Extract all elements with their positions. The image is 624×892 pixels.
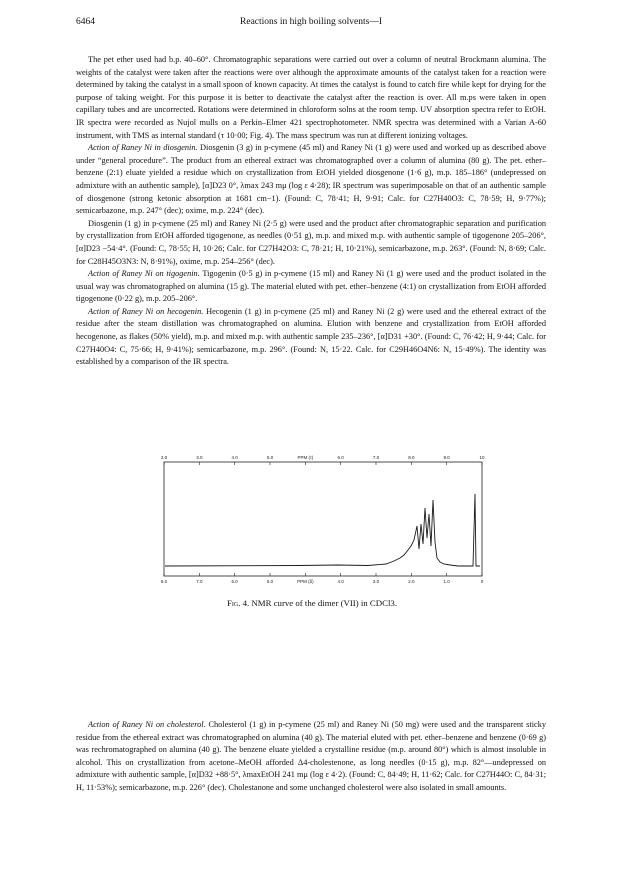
paragraph-diosgenin-2: Diosgenin (1 g) in p-cymene (25 ml) and Raney Ni (2·5 g) were used and the product after chromatographic separation and purification by crystallization from EtOH afforded tigogenone, as needles (0·51 g), m.p. and mixed m.p. with authentic sample of tigogenone 205–206°, [α]D23 −54·4°. (Found: C, 78·55; H, 10·26; Calc. for C27H42O3: C, 78·21; H, 10·21%), semicarbazone, m.p. 263°. (Found: N, 8·69; Calc. for C28H45O3N3: N, 8·91%), oxime, m.p. 254–256° (dec). xyxy=(76,218,546,266)
page-number: 6464 xyxy=(76,17,95,27)
scale-label: 3.0 xyxy=(372,579,380,584)
scale-label: 0 xyxy=(480,579,484,584)
scale-label: PPM (τ) xyxy=(297,455,314,460)
section-cholesterol xyxy=(76,719,546,795)
section-heading: Action of Raney Ni on cholesterol. xyxy=(88,720,206,729)
section-text: Tigogenin (0·5 g) in p-cymene (15 ml) and Raney Ni (1 g) were used and the product isolated in the usual way was chromatographed on alumina (15 g). The material eluted with pet. ether–benzene (4:1) on crystallization from EtOH afforded tigogenone (0·22 g), m.p. 205–206°. xyxy=(76,269,546,304)
scale-label: 6.0 xyxy=(337,455,344,460)
scale-label: 5.0 xyxy=(266,579,274,584)
section-heading: Action of Raney Ni in diosgenin. xyxy=(88,143,198,153)
bottom-scale xyxy=(161,573,484,584)
nmr-spectrum-svg xyxy=(158,454,488,584)
scale-label: 7.0 xyxy=(372,455,380,460)
nmr-trace xyxy=(165,494,480,566)
nmr-figure xyxy=(158,454,488,584)
scale-label: 10 xyxy=(479,455,485,460)
section-text: Diosgenin (3 g) in p-cymene (45 ml) and Raney Ni (1 g) were used and worked up as described above under “general procedure”. The product from an ethereal extract was chromatographed over a column of alumina (80 g). The pet. ether–benzene (2:1) eluate yielded a residue which on crystallization from EtOH yielded diosgenone (1·6 g), m.p. 185–186° (undepressed on admixture with an authentic sample), [α]D23 0°, λmax 243 mμ (log ε 4·28); IR spectrum was superimposable on that of an authentic sample of diosgenone (strong ketonic absorption at 1681 cm−1). (Found: C, 78·41; H, 9·91; Calc. for C27H40O3: C, 78·59; H, 9·77%); semicarbazone, m.p. 247° (dec); oxime, m.p. 224° (dec). xyxy=(76,143,546,216)
scale-label: 2.0 xyxy=(408,579,415,584)
section-text: Cholesterol (1 g) in p-cymene (25 ml) and Raney Ni (50 mg) were used and the transparent sticky residue from the ethereal extract was chromatographed on alumina (40 g). The material eluted with pet. ether–benzene and benzene (0·69 g) was rechromatographed on alumina (40 g). The benzene eluate yielded a crystalline residue (m.p. around 80°) which is almost insoluble in alcohol. This on crystallization from acetone–MeOH afforded Δ4-cholestenone, as long needles (0·15 g), m.p. 82°—undepressed on admixture with authentic sample, [α]D32 +88·5°, λmaxEtOH 241 mμ (log ε 4·2). (Found: C, 84·49; H, 11·62; Calc. for C27H44O: C, 84·31; H, 11·53%); semicarbazone, m.p. 226° (dec). Cholestanone and some unchanged cholesterol were also isolated in small amounts. xyxy=(76,720,546,792)
scale-label: 3.0 xyxy=(196,455,203,460)
scale-label: 9.0 xyxy=(443,455,450,460)
page-header xyxy=(76,17,546,31)
scale-label: 7.0 xyxy=(196,579,203,584)
figure-caption xyxy=(0,598,624,608)
scale-label: 4.0 xyxy=(231,455,238,460)
section-heading: Action of Raney Ni on hecogenin. xyxy=(88,306,204,316)
paragraph-general: The pet ether used had b.p. 40–60°. Chromatographic separations were carried out over a column of neutral Brockmann alumina. The weights of the catalyst were taken after the reactions were over although the approximate amounts of the catalyst taken for a reaction were determined by taking the catalyst in a small spoon of known capacity. At times the catalyst is found to catch fire while kept for drying for the purpose of taking weight. For this purpose it is better to deactivate the catalyst after the reaction is over. All m.ps were taken in open capillary tubes and are uncorrected. Rotations were determined in chloroform solns at the room temp. UV absorption spectra refer to EtOH. IR spectra were recorded as Nujol mulls on a Perkin–Elmer 421 spectrophotometer. NMR spectra was determined with a Varian A-60 instrument, with TMS as internal standard (τ 10·00; Fig. 4). The mass spectrum was run at different ionizing voltages. xyxy=(76,55,546,140)
scale-label: 4.0 xyxy=(337,579,344,584)
scale-label: 8.0 xyxy=(408,455,415,460)
running-title: Reactions in high boiling solvents—I xyxy=(240,17,382,27)
scale-label: 2.0 xyxy=(160,455,168,460)
scale-label: 6.0 xyxy=(231,579,238,584)
caption-text: NMR curve of the dimer (VII) in CDCl3. xyxy=(251,598,398,608)
section-heading: Action of Raney Ni on tigogenin. xyxy=(88,269,200,279)
top-scale xyxy=(161,455,485,465)
scale-label: PPM (δ) xyxy=(297,579,314,584)
scale-label: 5.0 xyxy=(266,455,274,460)
section-text: Hecogenin (1 g) in p-cymene (25 ml) and Raney Ni (2 g) were used and the ethereal extract of the residue after the steam distillation was chromatographed on alumina. Elution with benzene and crystallization from EtOH afforded hecogenone, as flakes (50% yield), m.p. and mixed m.p. with authentic sample 235–236°, [α]D31 +30°. (Found: C, 76·42; H, 9·44; Calc. for C27H40O4: C, 75·66; H, 9·41%); semicarbazone, m.p. 296°. (Found: N, 15·22. Calc. for C29H46O4N6: N, 15·49%). The identity was established by a comparison of the IR spectra. xyxy=(76,306,546,367)
scale-label: 8.0 xyxy=(160,579,168,584)
article-body-lower xyxy=(76,719,546,795)
article-body-upper xyxy=(76,54,546,369)
section-diosgenin xyxy=(76,142,546,218)
caption-label: Fig. 4. xyxy=(226,598,250,608)
section-tigogenin xyxy=(76,268,546,306)
scale-label: 1.0 xyxy=(443,579,450,584)
section-hecogenin xyxy=(76,306,546,369)
